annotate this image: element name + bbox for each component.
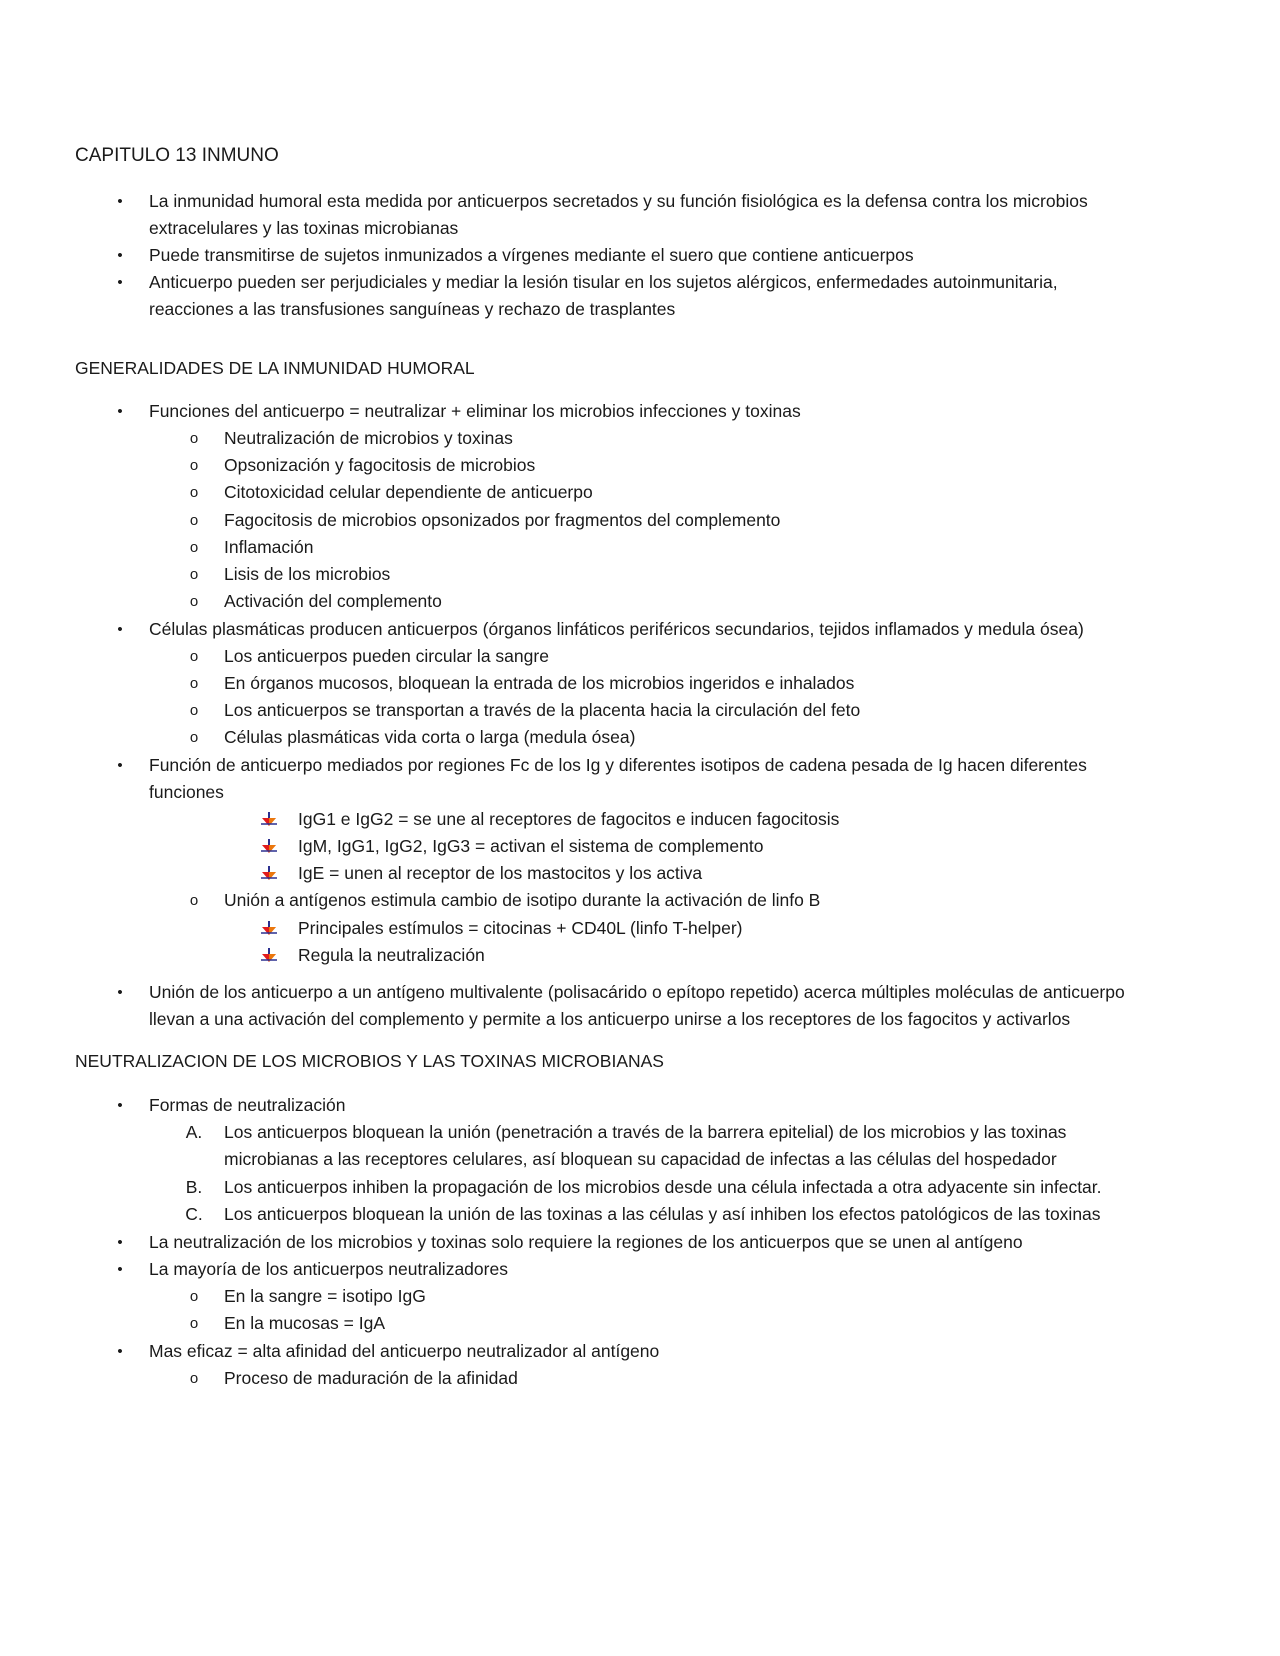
circle-marker: o [189, 593, 199, 610]
arrow-down-icon [259, 806, 279, 833]
list-item-text: Función de anticuerpo mediados por regiones Fc de los Ig y diferentes isotipos de cadena pesada de Ig hacen diferentes [149, 755, 1087, 775]
list-item-continuation [0, 779, 1280, 806]
bullet-marker: • [117, 1343, 123, 1360]
sub-list-item [0, 643, 1280, 670]
sub-list-item-text: Citotoxicidad celular dependiente de anticuerpo [224, 482, 593, 502]
circle-marker: o [189, 539, 199, 556]
circle-marker: o [189, 566, 199, 583]
arrow-list-item [0, 860, 1280, 887]
list-item-text: llevan a una activación del complemento y permite a los anticuerpo unirse a los receptores de los fagocitos y activarlos [149, 1009, 1071, 1029]
arrow-list-item-text: Principales estímulos = citocinas + CD40L (linfo T-helper) [298, 918, 743, 938]
lettered-item [0, 1119, 1280, 1146]
list-item [0, 188, 1280, 215]
sub-list-item-text: En la sangre = isotipo IgG [224, 1286, 426, 1306]
sub-list-item-text: Inflamación [224, 537, 314, 557]
list-item-text: reacciones a las transfusiones sanguíneas y rechazo de trasplantes [149, 299, 676, 319]
list-item [0, 242, 1280, 269]
bullet-marker: • [117, 274, 123, 291]
list-item-text: funciones [149, 782, 224, 802]
list-item-text: Anticuerpo pueden ser perjudiciales y mediar la lesión tisular en los sujetos alérgicos, enfermedades autoinmunitaria, [149, 272, 1058, 292]
bullet-marker: • [117, 193, 123, 210]
circle-marker: o [189, 892, 199, 909]
circle-marker: o [189, 1370, 199, 1387]
sub-list-item [0, 561, 1280, 588]
sub-list-item-text: Los anticuerpos se transportan a través de la placenta hacia la circulación del feto [224, 700, 861, 720]
letter-marker: B. [185, 1177, 203, 1197]
list-item-text: Células plasmáticas producen anticuerpos (órganos linfáticos periféricos secundarios, tejidos inflamados y medula ósea) [149, 619, 1084, 639]
list-item [0, 1092, 1280, 1119]
arrow-list-item [0, 806, 1280, 833]
arrow-list-item-text: IgG1 e IgG2 = se une al receptores de fagocitos e inducen fagocitosis [298, 809, 840, 829]
lettered-item [0, 1201, 1280, 1228]
lettered-item [0, 1174, 1280, 1201]
circle-marker: o [189, 430, 199, 447]
list-item-text: Puede transmitirse de sujetos inmunizados a vírgenes mediante el suero que contiene anticuerpos [149, 245, 914, 265]
arrow-down-icon [259, 860, 279, 887]
list-item-text: La neutralización de los microbios y toxinas solo requiere la regiones de los anticuerpos que se unen al antígeno [149, 1232, 1023, 1252]
letter-marker: A. [185, 1122, 203, 1142]
sub-list-item-text: Células plasmáticas vida corta o larga (medula ósea) [224, 727, 636, 747]
section-heading: GENERALIDADES DE LA INMUNIDAD HUMORAL [75, 358, 475, 378]
sub-list-item-text: Fagocitosis de microbios opsonizados por fragmentos del complemento [224, 510, 781, 530]
sub-list-item-text: En la mucosas = IgA [224, 1313, 385, 1333]
sub-list-item [0, 1310, 1280, 1337]
sub-list-item [0, 1283, 1280, 1310]
circle-marker: o [189, 648, 199, 665]
list-item [0, 1338, 1280, 1365]
arrow-list-item [0, 833, 1280, 860]
letter-marker: C. [185, 1204, 203, 1224]
circle-marker: o [189, 675, 199, 692]
arrow-down-icon [259, 942, 279, 969]
arrow-list-item [0, 915, 1280, 942]
sub-list-item-text: Proceso de maduración de la afinidad [224, 1368, 518, 1388]
list-item-text: Formas de neutralización [149, 1095, 346, 1115]
arrow-list-item-text: IgM, IgG1, IgG2, IgG3 = activan el sistema de complemento [298, 836, 764, 856]
list-item-continuation [0, 215, 1280, 242]
sub-list-item-text: Lisis de los microbios [224, 564, 391, 584]
bullet-marker: • [117, 403, 123, 420]
arrow-list-item [0, 942, 1280, 969]
sub-list-item-text: Los anticuerpos pueden circular la sangre [224, 646, 549, 666]
list-item [0, 269, 1280, 296]
circle-marker: o [189, 1315, 199, 1332]
bullet-marker: • [117, 984, 123, 1001]
circle-marker: o [189, 1288, 199, 1305]
list-item [0, 616, 1280, 643]
sub-list-item-text: En órganos mucosos, bloquean la entrada de los microbios ingeridos e inhalados [224, 673, 855, 693]
bullet-marker: • [117, 1097, 123, 1114]
sub-list-item [0, 1365, 1280, 1392]
list-item-text: La mayoría de los anticuerpos neutralizadores [149, 1259, 508, 1279]
sub-list-item [0, 670, 1280, 697]
arrow-down-icon [259, 915, 279, 942]
bullet-marker: • [117, 1261, 123, 1278]
list-item [0, 1229, 1280, 1256]
list-item-text: extracelulares y las toxinas microbianas [149, 218, 459, 238]
list-item [0, 752, 1280, 779]
section-heading: NEUTRALIZACION DE LOS MICROBIOS Y LAS TOXINAS MICROBIANAS [75, 1051, 664, 1071]
list-item-text: Mas eficaz = alta afinidad del anticuerpo neutralizador al antígeno [149, 1341, 660, 1361]
sub-list-item-text: Opsonización y fagocitosis de microbios [224, 455, 536, 475]
list-item-text: Funciones del anticuerpo = neutralizar + eliminar los microbios infecciones y toxinas [149, 401, 801, 421]
circle-marker: o [189, 729, 199, 746]
lettered-item-continuation [0, 1146, 1280, 1173]
list-item-continuation [0, 296, 1280, 323]
sub-list-item [0, 425, 1280, 452]
bullet-marker: • [117, 247, 123, 264]
list-item [0, 1256, 1280, 1283]
arrow-list-item-text: IgE = unen al receptor de los mastocitos y los activa [298, 863, 703, 883]
list-item [0, 398, 1280, 425]
document-title: CAPITULO 13 INMUNO [75, 145, 279, 166]
list-item-text: La inmunidad humoral esta medida por anticuerpos secretados y su función fisiológica es la defensa contra los microbios [149, 191, 1088, 211]
sub-list-item-text: Unión a antígenos estimula cambio de isotipo durante la activación de linfo B [224, 890, 821, 910]
sub-list-item [0, 479, 1280, 506]
circle-marker: o [189, 702, 199, 719]
list-item-text: Unión de los anticuerpo a un antígeno multivalente (polisacárido o epítopo repetido) acerca múltiples moléculas de anticuerpo [149, 982, 1125, 1002]
list-item [0, 979, 1280, 1006]
sub-list-item [0, 724, 1280, 751]
arrow-down-icon [259, 833, 279, 860]
circle-marker: o [189, 512, 199, 529]
sub-list-item-text: Activación del complemento [224, 591, 442, 611]
sub-list-item [0, 534, 1280, 561]
arrow-list-item-text: Regula la neutralización [298, 945, 485, 965]
circle-marker: o [189, 457, 199, 474]
sub-list-item [0, 588, 1280, 615]
sub-list-item [0, 507, 1280, 534]
bullet-marker: • [117, 621, 123, 638]
bullet-marker: • [117, 1234, 123, 1251]
lettered-item-text: microbianas a las receptores celulares, así bloquean su capacidad de infectas a las células del hospedador [224, 1149, 1057, 1169]
list-item-continuation [0, 1006, 1280, 1033]
sub-list-item [0, 452, 1280, 479]
sub-list-item [0, 697, 1280, 724]
bullet-marker: • [117, 757, 123, 774]
sub-list-item-text: Neutralización de microbios y toxinas [224, 428, 513, 448]
sub-list-item [0, 887, 1280, 914]
lettered-item-text: Los anticuerpos bloquean la unión de las toxinas a las células y así inhiben los efectos patológicos de las toxinas [224, 1204, 1101, 1224]
lettered-item-text: Los anticuerpos inhiben la propagación de los microbios desde una célula infectada a otra adyacente sin infectar. [224, 1177, 1102, 1197]
lettered-item-text: Los anticuerpos bloquean la unión (penetración a través de la barrera epitelial) de los microbios y las toxinas [224, 1122, 1067, 1142]
circle-marker: o [189, 484, 199, 501]
